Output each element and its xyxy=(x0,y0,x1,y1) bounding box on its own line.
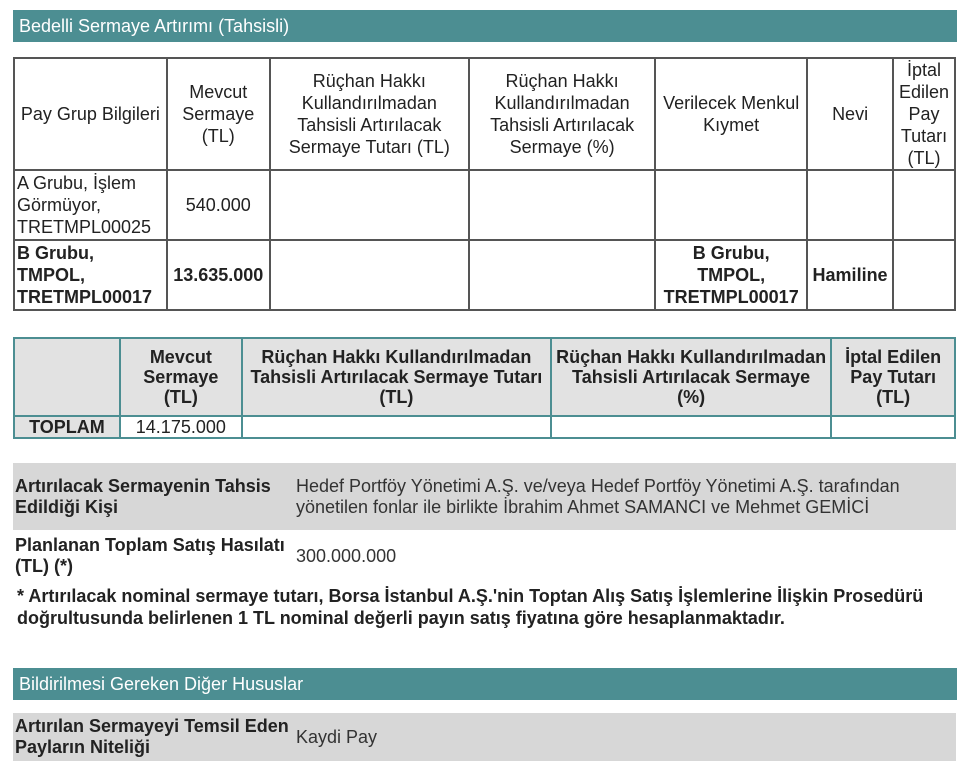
section-title: Bedelli Sermaye Artırımı (Tahsisli) xyxy=(19,16,290,36)
col-header-blank xyxy=(14,338,120,416)
col-header-tahsisli-yuzde: Rüçhan Hakkı Kullandırılmadan Tahsisli Artırılacak Sermaye (%) xyxy=(551,338,831,416)
cell-toplam-yuzde xyxy=(551,416,831,438)
cell-tahsisli-tutar xyxy=(270,240,469,310)
table-row xyxy=(14,416,955,438)
col-header-iptal: İptal Edilen Pay Tutarı (TL) xyxy=(893,58,955,170)
cell-iptal xyxy=(893,240,955,310)
cell-nevi: Hamiline xyxy=(807,240,893,310)
col-header-mevcut-sermaye: Mevcut Sermaye (TL) xyxy=(167,58,270,170)
satis-label: Planlanan Toplam Satış Hasılatı (TL) (*) xyxy=(15,535,285,576)
col-header-nevi: Nevi xyxy=(807,58,893,170)
section-header-bedelli xyxy=(13,10,957,42)
tahsis-row xyxy=(13,463,956,530)
cell-toplam-label: TOPLAM xyxy=(14,416,120,438)
satis-value: 300.000.000 xyxy=(296,545,397,566)
cell-toplam-tutar xyxy=(242,416,551,438)
cell-iptal xyxy=(893,170,955,240)
tahsis-value: Hedef Portföy Yönetimi A.Ş. ve/veya Hedef Portföy Yönetimi A.Ş. tarafından yönetilen fonlar ile birlikte İbrahim Ahmet SAMANCI ve Mehmet GEMİCİ xyxy=(296,475,900,517)
col-header-menkul-kiymet: Verilecek Menkul Kıymet xyxy=(655,58,807,170)
footnote: * Artırılacak nominal sermaye tutarı, Borsa İstanbul A.Ş.'nin Toptan Alış Satış İşlemlerine İlişkin Prosedürü doğrultusunda belirlenen 1 TL nominal değerli payın satış fiyatına göre hesaplanmaktadır. xyxy=(17,586,924,628)
cell-mevcut-sermaye: 13.635.000 xyxy=(167,240,270,310)
table-header-row xyxy=(14,58,955,170)
table-row xyxy=(14,240,955,310)
table-row xyxy=(14,170,955,240)
section-header-diger xyxy=(13,668,957,700)
col-header-iptal: İptal Edilen Pay Tutarı (TL) xyxy=(831,338,955,416)
nitelik-label: Artırılan Sermayeyi Temsil Eden Payların Niteliği xyxy=(15,716,289,757)
tahsis-label: Artırılacak Sermayenin Tahsis Edildiği Kişi xyxy=(15,475,271,517)
cell-tahsisli-tutar xyxy=(270,170,469,240)
cell-menkul-kiymet xyxy=(655,170,807,240)
cell-pay-grup: B Grubu, TMPOL, TRETMPL00017 xyxy=(14,240,167,310)
col-header-mevcut-sermaye: Mevcut Sermaye (TL) xyxy=(120,338,242,416)
nitelik-row xyxy=(13,713,956,761)
col-header-pay-grup: Pay Grup Bilgileri xyxy=(14,58,167,170)
cell-menkul-kiymet: B Grubu, TMPOL, TRETMPL00017 xyxy=(655,240,807,310)
col-header-tahsisli-yuzde: Rüçhan Hakkı Kullandırılmadan Tahsisli Artırılacak Sermaye (%) xyxy=(469,58,655,170)
satis-row xyxy=(13,534,956,578)
cell-toplam-mevcut: 14.175.000 xyxy=(120,416,242,438)
cell-tahsisli-yuzde xyxy=(469,170,655,240)
cell-mevcut-sermaye: 540.000 xyxy=(167,170,270,240)
cell-toplam-iptal xyxy=(831,416,955,438)
nitelik-value: Kaydi Pay xyxy=(296,726,378,747)
col-header-tahsisli-tutar: Rüçhan Hakkı Kullandırılmadan Tahsisli Artırılacak Sermaye Tutarı (TL) xyxy=(242,338,551,416)
toplam-table xyxy=(13,337,956,439)
col-header-tahsisli-tutar: Rüçhan Hakkı Kullandırılmadan Tahsisli Artırılacak Sermaye Tutarı (TL) xyxy=(270,58,469,170)
pay-grup-table xyxy=(13,57,956,311)
cell-pay-grup: A Grubu, İşlem Görmüyor, TRETMPL00025 xyxy=(14,170,167,240)
cell-nevi xyxy=(807,170,893,240)
section-title: Bildirilmesi Gereken Diğer Hususlar xyxy=(19,674,304,694)
table-header-row xyxy=(14,338,955,416)
cell-tahsisli-yuzde xyxy=(469,240,655,310)
